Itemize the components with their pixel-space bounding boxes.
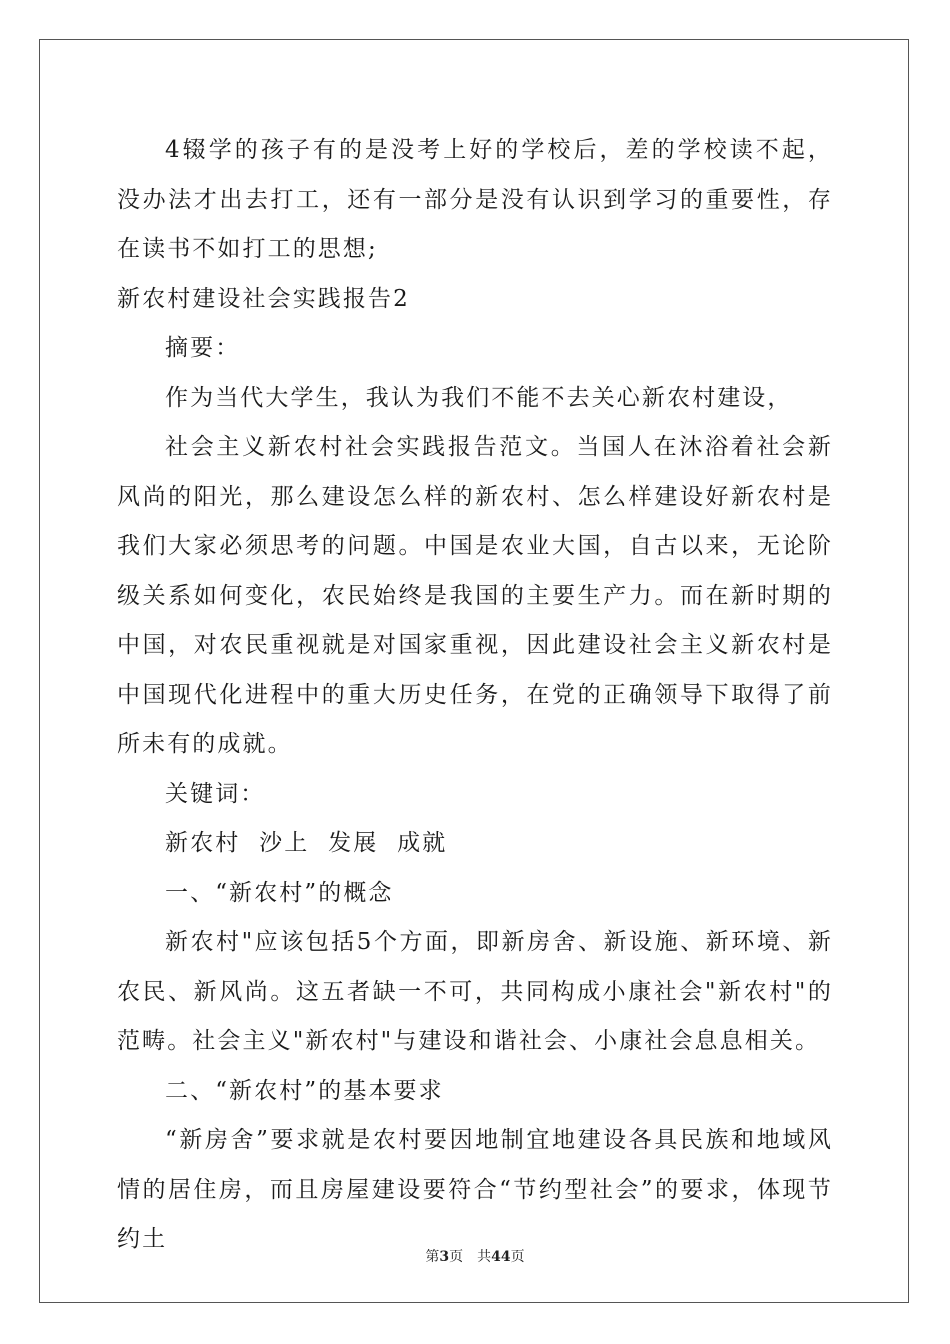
section-heading-requirements: 二、“新农村”的基本要求 bbox=[165, 1077, 444, 1104]
keywords-list: 新农村 沙上 发展 成就 bbox=[165, 830, 448, 856]
total-suffix: 页 bbox=[510, 1249, 525, 1265]
document-body bbox=[117, 126, 833, 1265]
page-prefix: 第 bbox=[425, 1249, 440, 1265]
abstract-line: 作为当代大学生，我认为我们不能不去关心新农村建设， bbox=[165, 384, 793, 411]
page-number: 3 bbox=[439, 1249, 450, 1265]
page-footer bbox=[0, 1246, 950, 1266]
total-pages: 44 bbox=[491, 1249, 511, 1265]
paragraph-concept: 新农村"应该包括5个方面，即新房舍、新设施、新环境、新农民、新风尚。这五者缺一不可，共同构成小康社会"新农村"的范畴。社会主义"新农村"与建设和谐社会、小康社会息息相关。 bbox=[117, 929, 833, 1054]
total-prefix: 共 bbox=[477, 1249, 492, 1265]
report-heading: 新农村建设社会实践报告2 bbox=[117, 285, 410, 312]
section-heading-concept: 一、“新农村”的概念 bbox=[165, 879, 394, 906]
abstract-label: 摘要： bbox=[165, 335, 241, 361]
paragraph-requirements: “新房舍”要求就是农村要因地制宜地建设各具民族和地域风情的居住房，而且房屋建设要符合“节约型社会”的要求，体现节约土 bbox=[117, 1127, 833, 1252]
keywords-label: 关键词： bbox=[165, 780, 266, 807]
paragraph-dropout-reasons: 4辍学的孩子有的是没考上好的学校后，差的学校读不起，没办法才出去打工，还有一部分是没有认识到学习的重要性，存在读书不如打工的思想; bbox=[117, 137, 833, 262]
abstract-body: 社会主义新农村社会实践报告范文。当国人在沐浴着社会新风尚的阳光，那么建设怎么样的新农村、怎么样建设好新农村是我们大家必须思考的问题。中国是农业大国，自古以来，无论阶级关系如何变化，农民始终是我国的主要生产力。而在新时期的中国，对农民重视就是对国家重视，因此建设社会主义新农村是中国现代化进程中的重大历史任务，在党的正确领导下取得了前所未有的成就。 bbox=[117, 434, 833, 757]
page-suffix: 页 bbox=[449, 1249, 464, 1265]
